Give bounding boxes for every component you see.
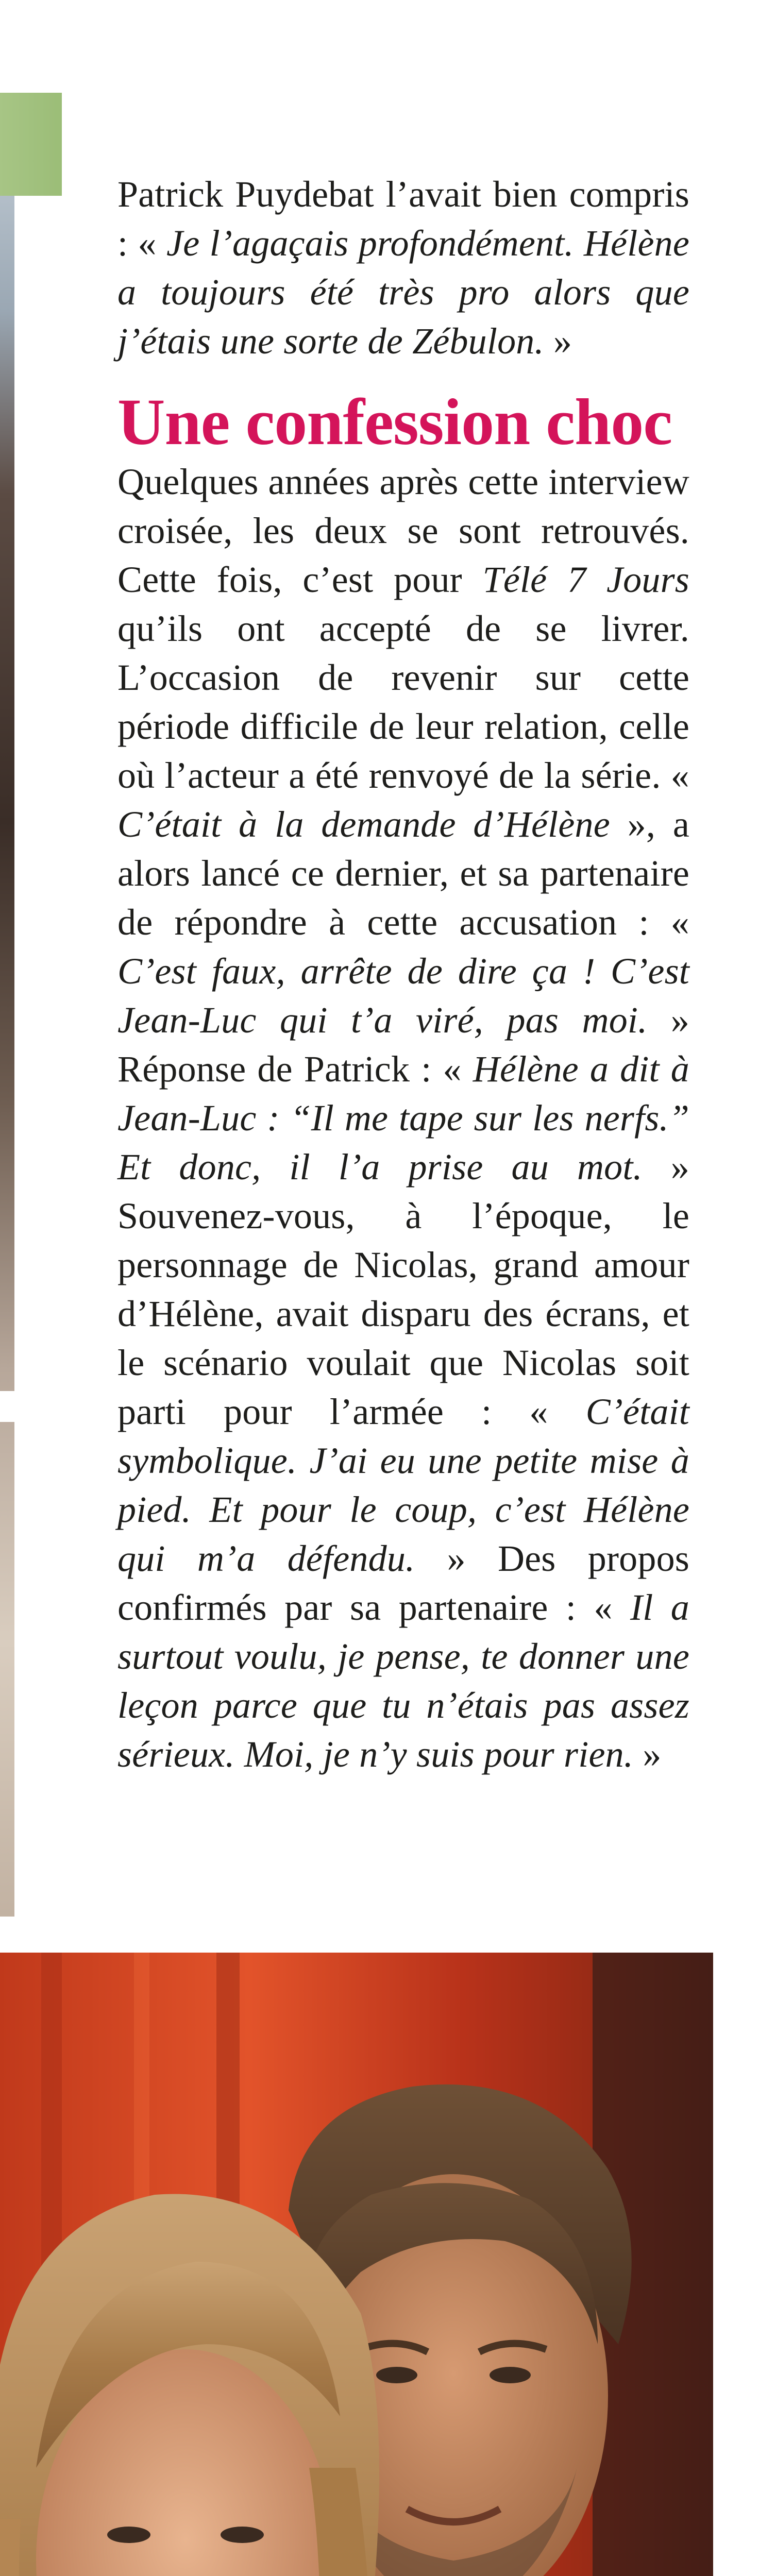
magazine-title: Télé 7 Jours (482, 559, 690, 600)
green-side-tab (0, 93, 62, 196)
section-paragraph (117, 457, 689, 1779)
text-run: Quelques années après cette interview croisée, les deux se sont retrouvés. Cette fois, c’est pour (117, 461, 689, 600)
text-run: » Souvenez-vous, à l’époque, le personnage de Nicolas, grand amour d’Hélène, avait disparu des écrans, et le scénario voulait que Nicolas soit parti pour l’armée : « (117, 1146, 690, 1432)
intro-close: » (544, 320, 572, 362)
text-run: qu’ils ont accepté de se livrer. L’occasion de revenir sur cette période difficile de leur relation, celle où l’acteur a été renvoyé de la série. « (117, 608, 689, 796)
quote-run: C’est faux, arrête de dire ça ! C’est Jean-Luc qui t’a viré, pas moi. (117, 951, 689, 1041)
quote-run: Hélène a dit à Jean-Luc : “Il me tape sur les nerfs.” Et donc, il l’a prise au mot. (117, 1048, 689, 1188)
text-run: » Réponse de Patrick : « (117, 999, 689, 1090)
intro-quote: Je l’agaçais profondément. Hélène a toujours été très pro alors que j’étais une sorte de Zébulon. (117, 223, 689, 362)
text-run: », a alors lancé ce dernier, et sa partenaire de répondre à cette accusation : « (117, 804, 689, 943)
quote-run: C’était symbolique. J’ai eu une petite mise à pied. Et pour le coup, c’est Hélène qui m’a défendu. (117, 1391, 689, 1579)
photo-gap (0, 1391, 14, 1422)
text-run: » (633, 1734, 662, 1775)
couple-photo-illustration (0, 1953, 713, 2576)
quote-run: Il a surtout voulu, je pense, te donner une leçon parce que tu n’étais pas assez sérieux. Moi, je n’y suis pour rien. (117, 1587, 690, 1775)
intro-paragraph (117, 170, 689, 366)
section-headline: Une confession choc (117, 385, 672, 459)
article-column (117, 170, 689, 1779)
intro-lead: Patrick Puydebat l’avait bien compris : « (117, 174, 689, 264)
couple-photo (0, 1953, 713, 2576)
quote-run: C’était à la demande d’Hélène (117, 804, 610, 845)
cropped-side-photo (0, 93, 14, 1917)
text-run: » Des propos confirmés par sa partenaire : « (117, 1538, 689, 1628)
